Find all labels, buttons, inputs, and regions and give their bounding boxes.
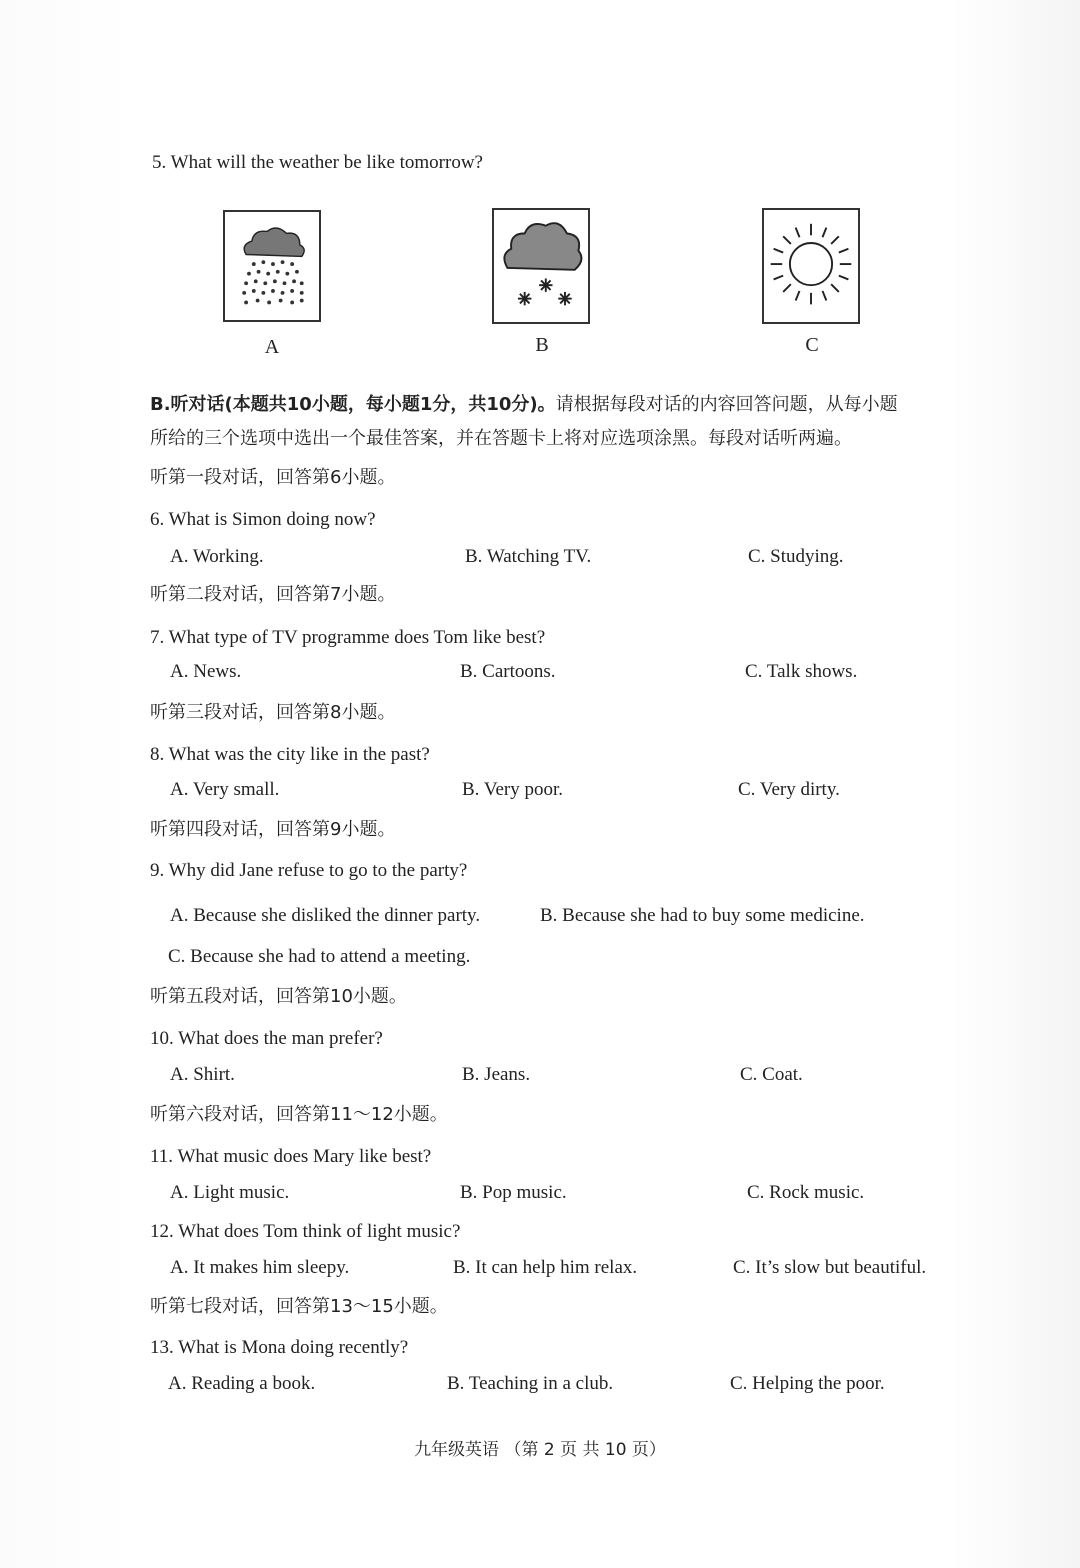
q9-option-b: B. Because she had to buy some medicine. [540,905,865,926]
q10-option-b: B. Jeans. [462,1064,531,1085]
q7-option-b: B. Cartoons. [460,661,556,682]
q13-option-b: B. Teaching in a club. [447,1373,614,1394]
section-b-instruction-2: 所给的三个选项中选出一个最佳答案，并在答题卡上将对应选项涂黑。每段对话听两遍。 [150,428,852,449]
option-a-label: A [264,336,280,358]
q9-option-c: C. Because she had to attend a meeting. [168,946,471,967]
dialogue-intro-5: 听第五段对话，回答第10小题。 [150,986,407,1007]
q7-option-a: A. News. [170,661,242,682]
section-b-instructions [150,394,898,416]
option-b-label: B [535,334,549,356]
section-b-heading: B.听对话(本题共10小题，每小题1分，共10分)。 [150,394,556,415]
dialogue-intro-1: 听第一段对话，回答第6小题。 [150,467,396,488]
option-b-picture [492,208,590,324]
option-a-picture [223,210,321,322]
q12-option-b: B. It can help him relax. [453,1257,638,1278]
q11-option-c: C. Rock music. [747,1182,865,1203]
question-5: 5. What will the weather be like tomorrow? [152,152,483,173]
section-b-instruction-1: 请根据每段对话的内容回答问题，从每小题 [555,394,898,415]
question-7: 7. What type of TV programme does Tom like best? [150,627,546,648]
dialogue-intro-3: 听第三段对话，回答第8小题。 [150,702,396,723]
q10-option-c: C. Coat. [740,1064,803,1085]
page-footer: 九年级英语 （第 2 页 共 10 页） [414,1440,666,1460]
q13-option-a: A. Reading a book. [168,1373,316,1394]
q6-option-c: C. Studying. [748,546,844,567]
q7-option-c: C. Talk shows. [745,661,858,682]
dialogue-intro-2: 听第二段对话，回答第7小题。 [150,584,396,605]
option-c-label: C [805,334,819,356]
q6-option-a: A. Working. [170,546,264,567]
q12-option-a: A. It makes him sleepy. [170,1257,350,1278]
q12-option-c: C. It’s slow but beautiful. [733,1257,927,1278]
q10-option-a: A. Shirt. [170,1064,235,1085]
question-11: 11. What music does Mary like best? [150,1146,432,1167]
q9-option-a: A. Because she disliked the dinner party. [170,905,481,926]
q8-option-a: A. Very small. [170,779,280,800]
question-10: 10. What does the man prefer? [150,1028,383,1049]
dialogue-intro-4: 听第四段对话，回答第9小题。 [150,819,396,840]
rain-icon [225,212,319,320]
q11-option-b: B. Pop music. [460,1182,567,1203]
question-6: 6. What is Simon doing now? [150,509,376,530]
question-9: 9. Why did Jane refuse to go to the party? [150,860,468,881]
q13-option-c: C. Helping the poor. [730,1373,885,1394]
snow-icon [494,210,588,322]
dialogue-intro-7: 听第七段对话，回答第13～15小题。 [150,1296,448,1317]
q8-option-b: B. Very poor. [462,779,563,800]
question-13: 13. What is Mona doing recently? [150,1337,409,1358]
option-c-picture [762,208,860,324]
q6-option-b: B. Watching TV. [465,546,592,567]
question-12: 12. What does Tom think of light music? [150,1221,461,1242]
q8-option-c: C. Very dirty. [738,779,840,800]
question-8: 8. What was the city like in the past? [150,744,430,765]
dialogue-intro-6: 听第六段对话，回答第11～12小题。 [150,1104,448,1125]
sun-icon [764,210,858,322]
q11-option-a: A. Light music. [170,1182,290,1203]
